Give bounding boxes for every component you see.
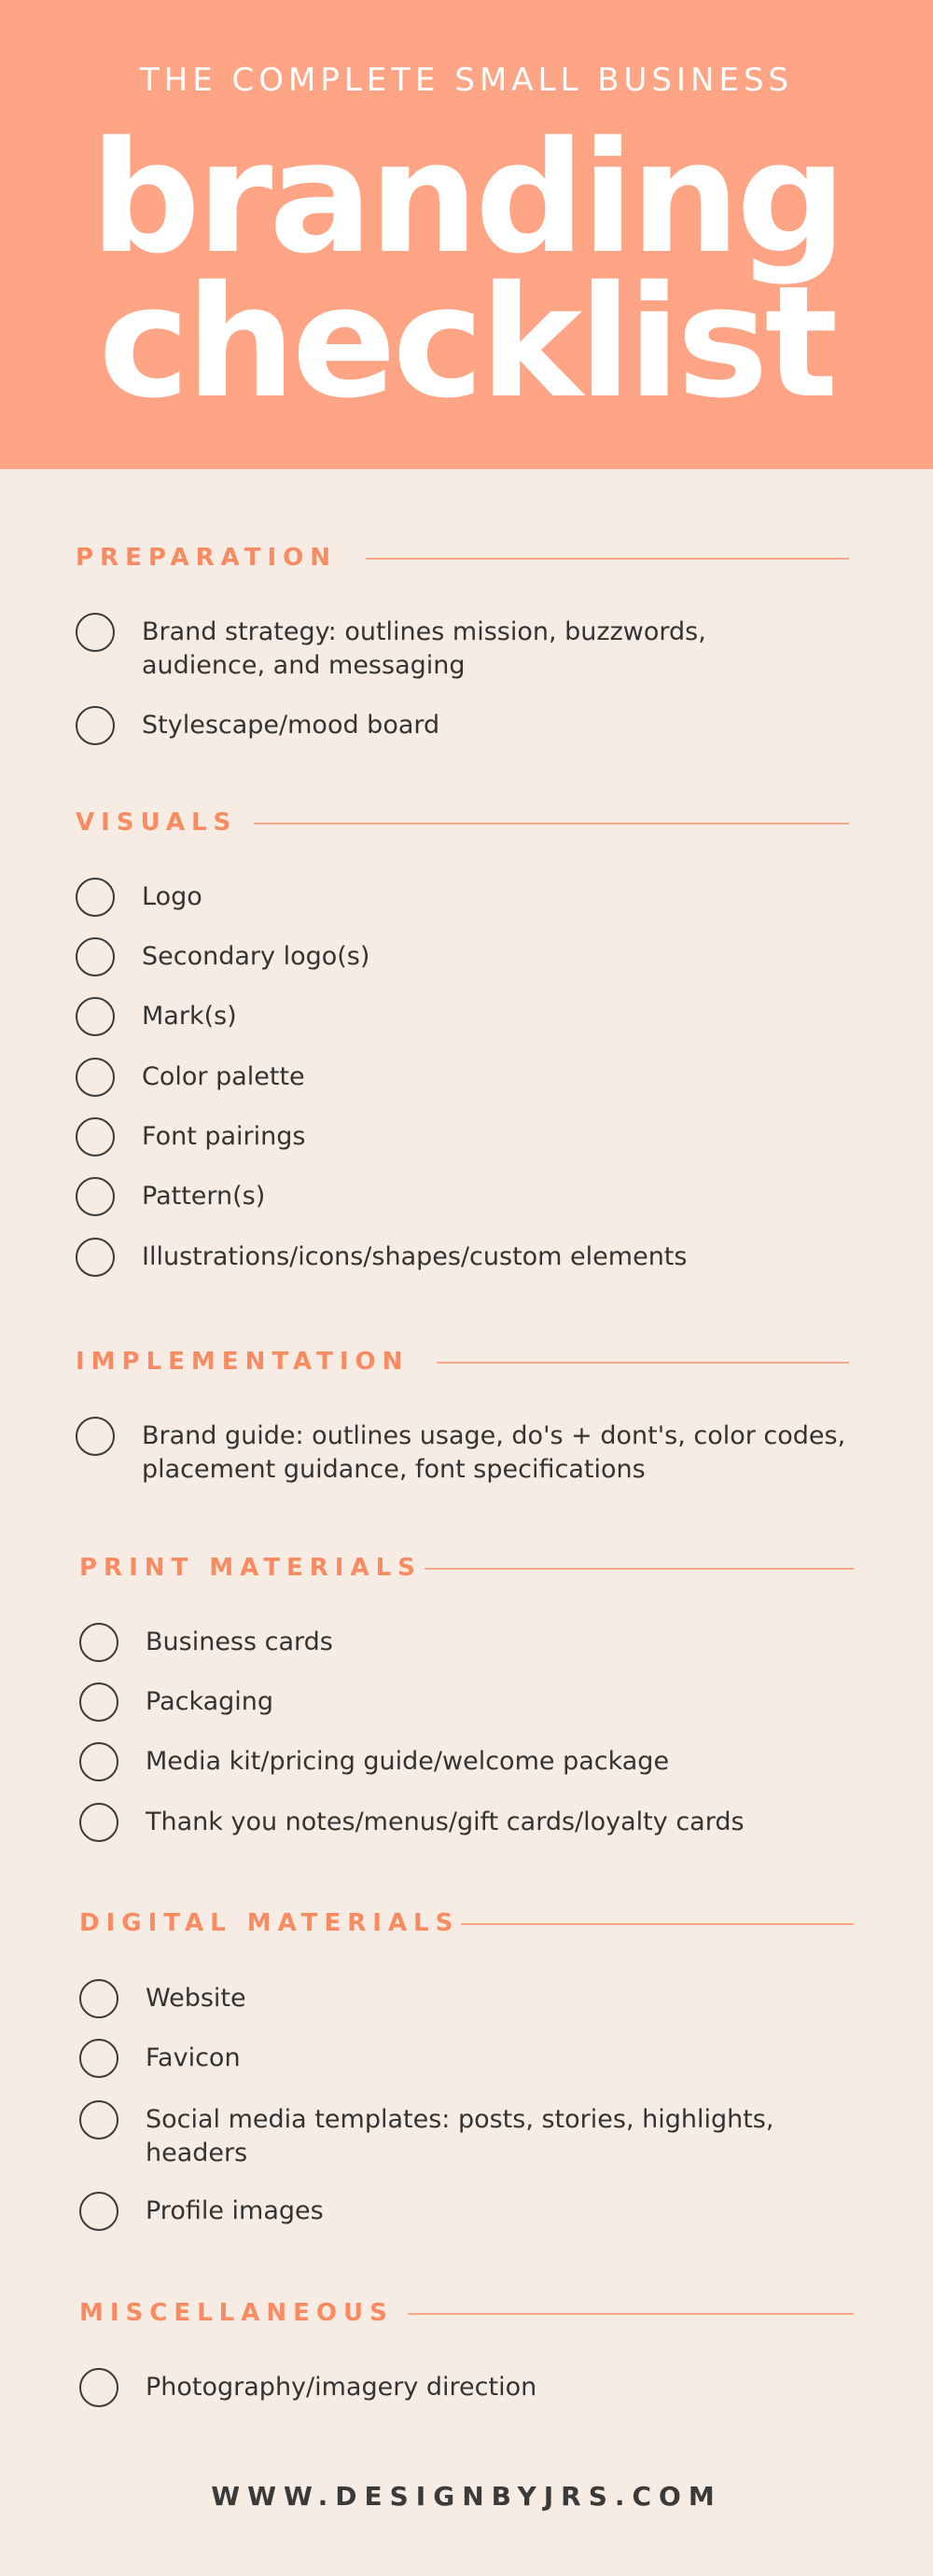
item-label: Stylescape/mood board xyxy=(142,711,440,740)
item-label: Secondary logo(s) xyxy=(142,942,370,971)
checkbox-circle-icon[interactable] xyxy=(76,937,115,976)
header-kicker: THE COMPLETE SMALL BUSINESS xyxy=(139,62,794,99)
footer-url[interactable]: WWW.DESIGNBYJRS.COM xyxy=(211,2481,722,2512)
item-label: Profile images xyxy=(146,2196,324,2225)
checkbox-circle-icon[interactable] xyxy=(79,1623,118,1662)
section-title: VISUALS xyxy=(76,809,238,837)
section-header xyxy=(0,2294,933,2332)
item-label: Mark(s) xyxy=(142,1002,237,1031)
checkbox-circle-icon[interactable] xyxy=(79,2192,118,2231)
checkbox-circle-icon[interactable] xyxy=(76,1177,115,1216)
checkbox-circle-icon[interactable] xyxy=(76,613,115,652)
checklist-item[interactable] xyxy=(76,1058,859,1101)
checkbox-circle-icon[interactable] xyxy=(79,1803,118,1842)
section-print-materials xyxy=(0,1549,933,1586)
section-header xyxy=(0,1343,933,1380)
item-label: Font pairings xyxy=(142,1122,306,1151)
checklist-item[interactable] xyxy=(76,937,859,980)
checklist-item[interactable] xyxy=(79,1683,863,1725)
section-divider xyxy=(461,1923,854,1925)
item-label: Business cards xyxy=(146,1627,333,1656)
item-label: Brand guide: outlines usage, do's + dont's, color codes, xyxy=(142,1421,846,1450)
section-header xyxy=(0,1904,933,1942)
checklist-item[interactable] xyxy=(79,1803,863,1846)
checkbox-circle-icon[interactable] xyxy=(76,1117,115,1156)
checkbox-circle-icon[interactable] xyxy=(79,1683,118,1722)
item-label: Photography/imagery direction xyxy=(146,2373,537,2402)
section-header xyxy=(0,804,933,841)
section-title: PRINT MATERIALS xyxy=(79,1554,422,1582)
item-label: Logo xyxy=(142,882,202,911)
checklist-item[interactable] xyxy=(79,2368,863,2411)
checkbox-circle-icon[interactable] xyxy=(79,1742,118,1781)
item-label: Media kit/pricing guide/welcome package xyxy=(146,1747,670,1776)
item-label: Thank you notes/menus/gift cards/loyalty cards xyxy=(146,1807,745,1836)
section-visuals xyxy=(0,804,933,841)
checkbox-circle-icon[interactable] xyxy=(79,1979,118,2018)
checklist-item[interactable] xyxy=(76,706,859,749)
checklist-item[interactable] xyxy=(76,878,859,921)
item-label-continued: headers xyxy=(146,2139,248,2167)
section-title: PREPARATION xyxy=(76,544,338,572)
section-title: IMPLEMENTATION xyxy=(76,1348,410,1376)
item-label: Color palette xyxy=(142,1062,305,1091)
checkbox-circle-icon[interactable] xyxy=(76,878,115,917)
section-header xyxy=(0,539,933,576)
section-divider xyxy=(366,558,849,560)
checklist-item[interactable] xyxy=(79,1623,863,1666)
section-miscellaneous xyxy=(0,2294,933,2332)
checklist-item[interactable] xyxy=(76,1177,859,1220)
section-divider xyxy=(437,1362,849,1364)
item-label-continued: placement guidance, font specifications xyxy=(142,1455,646,1484)
checkbox-circle-icon[interactable] xyxy=(76,997,115,1036)
item-label: Website xyxy=(146,1984,246,2013)
item-label: Favicon xyxy=(146,2043,241,2072)
checklist-item[interactable] xyxy=(79,1979,863,2022)
checklist-item[interactable] xyxy=(79,2192,863,2235)
checklist-item[interactable] xyxy=(76,997,859,1040)
item-label: Illustrations/icons/shapes/custom elements xyxy=(142,1242,688,1271)
checklist-item[interactable] xyxy=(79,2100,863,2175)
checkbox-circle-icon[interactable] xyxy=(76,1238,115,1277)
checklist-item[interactable] xyxy=(76,613,859,687)
checklist-item[interactable] xyxy=(79,1742,863,1785)
item-label: Social media templates: posts, stories, highlights, xyxy=(146,2105,774,2134)
checkbox-circle-icon[interactable] xyxy=(76,1058,115,1097)
checklist-item[interactable] xyxy=(76,1238,859,1281)
item-label-continued: audience, and messaging xyxy=(142,651,466,680)
section-digital-materials xyxy=(0,1904,933,1942)
item-label: Pattern(s) xyxy=(142,1182,266,1211)
header-title-line2: checklist xyxy=(98,253,835,432)
checkbox-circle-icon[interactable] xyxy=(79,2100,118,2140)
section-title: DIGITAL MATERIALS xyxy=(79,1909,460,1937)
section-divider xyxy=(425,1568,854,1570)
section-divider xyxy=(254,823,849,824)
checklist-item[interactable] xyxy=(76,1417,878,1491)
checkbox-circle-icon[interactable] xyxy=(76,706,115,745)
section-preparation xyxy=(0,539,933,576)
header-banner xyxy=(0,0,933,469)
section-implementation xyxy=(0,1343,933,1380)
section-title: MISCELLANEOUS xyxy=(79,2299,394,2327)
checklist-item[interactable] xyxy=(76,1117,859,1160)
item-label: Brand strategy: outlines mission, buzzwords, xyxy=(142,617,706,646)
item-label: Packaging xyxy=(146,1687,274,1716)
section-divider xyxy=(408,2313,854,2315)
checkbox-circle-icon[interactable] xyxy=(79,2368,118,2407)
header-title-line1: branding xyxy=(90,108,843,287)
checkbox-circle-icon[interactable] xyxy=(76,1417,115,1456)
checklist-item[interactable] xyxy=(79,2039,863,2082)
checkbox-circle-icon[interactable] xyxy=(79,2039,118,2078)
section-header xyxy=(0,1549,933,1586)
